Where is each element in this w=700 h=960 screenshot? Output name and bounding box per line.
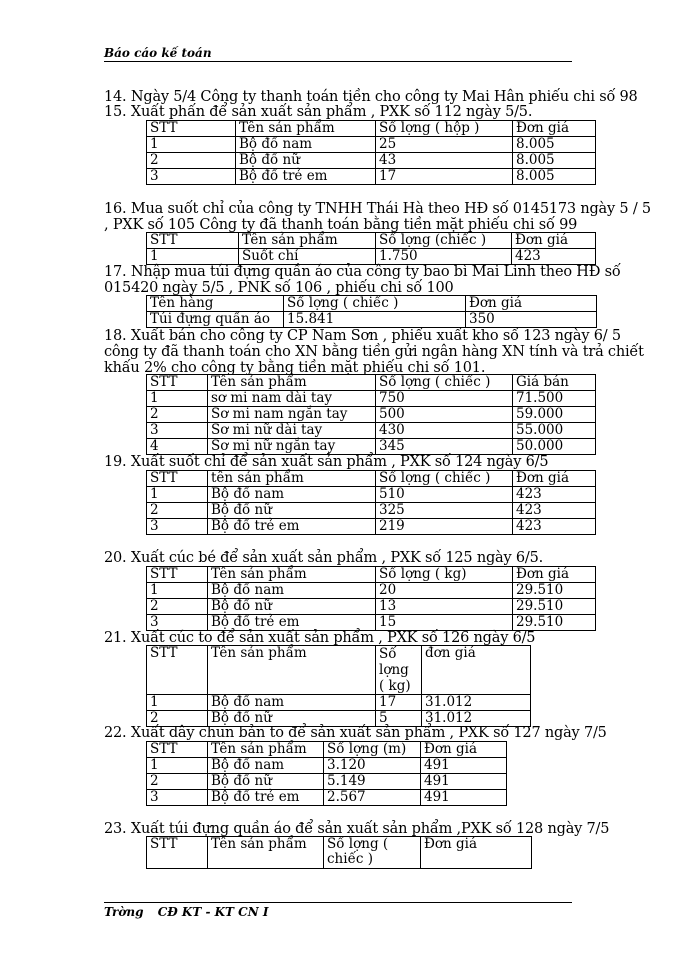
table-cell: 500 bbox=[376, 407, 513, 423]
table-cell: 423 bbox=[513, 487, 596, 503]
table-row bbox=[147, 583, 596, 599]
section-22-text: 22. Xuất dây chun bản to để sản xuất sản phẩm , PXK số 127 ngày 7/5 bbox=[104, 725, 607, 741]
table-cell: 17 bbox=[376, 169, 513, 185]
table-header-cell: Đơn giá bbox=[512, 233, 596, 249]
table-cell: sơ mi nam dài tay bbox=[208, 391, 376, 407]
section-18-line3: khấu 2% cho công ty bằng tiền mặt phiếu chi số 101. bbox=[104, 360, 486, 376]
table-cell: 2.567 bbox=[324, 790, 421, 806]
table-cell: 5 bbox=[376, 711, 422, 727]
table-header-row bbox=[147, 375, 596, 391]
table-cell: 29.510 bbox=[513, 615, 596, 631]
table-cell: 71.500 bbox=[513, 391, 596, 407]
table-header-row bbox=[147, 646, 531, 695]
table-cell: 325 bbox=[376, 503, 513, 519]
table-row bbox=[147, 391, 596, 407]
table-cell: 2 bbox=[147, 503, 208, 519]
section-18-line2: công ty đã thanh toán cho XN bằng tiền gửi ngân hàng XN tính và trả chiết bbox=[104, 344, 644, 360]
section-14-text: 14. Ngày 5/4 Công ty thanh toán tiền cho công ty Mai Hân phiếu chi số 98 bbox=[104, 89, 638, 105]
table-cell: Bộ đồ trẻ em bbox=[208, 615, 376, 631]
table-cell: 1 bbox=[147, 391, 208, 407]
table-cell: 8.005 bbox=[513, 169, 596, 185]
table-cell: 15 bbox=[376, 615, 513, 631]
table-header-cell: Tên sản phẩm bbox=[208, 646, 376, 695]
table-cell: 1 bbox=[147, 695, 208, 711]
table-header-row bbox=[147, 471, 596, 487]
table-header-cell: Giá bán bbox=[513, 375, 596, 391]
table-header-cell: Tên sản phẩm bbox=[239, 233, 376, 249]
table-header-cell: Đơn giá bbox=[513, 567, 596, 583]
table-header-row bbox=[147, 567, 596, 583]
page-footer bbox=[104, 902, 572, 919]
table-cell: 2 bbox=[147, 599, 208, 615]
table-header-cell: STT bbox=[147, 567, 208, 583]
table-row bbox=[147, 519, 596, 535]
table-cell: 3 bbox=[147, 423, 208, 439]
table-cell: 510 bbox=[376, 487, 513, 503]
table-20 bbox=[146, 566, 596, 631]
page-header: Báo cáo kế toán bbox=[104, 46, 572, 62]
table-cell: 1 bbox=[147, 583, 208, 599]
table-cell: 345 bbox=[376, 439, 513, 455]
section-15-text: 15. Xuất phấn để sản xuất sản phẩm , PXK số 112 ngày 5/5. bbox=[104, 104, 533, 120]
table-cell: 350 bbox=[466, 312, 597, 328]
table-cell: Suốt chỉ bbox=[239, 249, 376, 265]
table-cell: 491 bbox=[421, 790, 507, 806]
table-header-cell: tên sản phẩm bbox=[208, 471, 376, 487]
table-cell: Bộ đồ nam bbox=[208, 695, 376, 711]
table-header-cell: STT bbox=[147, 121, 236, 137]
table-cell: 29.510 bbox=[513, 583, 596, 599]
footer-unit: CĐ KT - KT CN I bbox=[157, 905, 269, 919]
table-row bbox=[147, 695, 531, 711]
table-header-cell: Đơn giá bbox=[421, 742, 507, 758]
table-header-cell: Đơn giá bbox=[421, 837, 532, 869]
table-cell: 3 bbox=[147, 790, 208, 806]
table-cell: 2 bbox=[147, 711, 208, 727]
table-19 bbox=[146, 470, 596, 535]
table-header-cell: Tên sản phẩm bbox=[236, 121, 376, 137]
section-16-line2: , PXK số 105 Công ty đã thanh toán bằng tiền mặt phiếu chi số 99 bbox=[104, 217, 578, 233]
table-header-cell: Số lợng ( chiếc ) bbox=[284, 296, 466, 312]
section-20-text: 20. Xuất cúc bé để sản xuất sản phẩm , PXK số 125 ngày 6/5. bbox=[104, 550, 544, 566]
table-header-cell: Số lợng (m) bbox=[324, 742, 421, 758]
table-header-cell: đơn giá bbox=[422, 646, 531, 695]
table-row bbox=[147, 758, 507, 774]
table-header-row bbox=[147, 121, 596, 137]
table-row bbox=[147, 439, 596, 455]
table-cell: Bộ đồ nữ bbox=[236, 153, 376, 169]
table-header-row bbox=[147, 742, 507, 758]
table-cell: 15.841 bbox=[284, 312, 466, 328]
table-cell: 17 bbox=[376, 695, 422, 711]
table-cell: 5.149 bbox=[324, 774, 421, 790]
table-header-cell: Tên sản phẩm bbox=[208, 375, 376, 391]
table-header-cell: STT bbox=[147, 837, 208, 869]
table-cell: 750 bbox=[376, 391, 513, 407]
table-cell: 31.012 bbox=[422, 711, 531, 727]
table-cell: 59.000 bbox=[513, 407, 596, 423]
table-header-cell: Tên sản phẩm bbox=[208, 837, 324, 869]
table-cell: 423 bbox=[512, 249, 596, 265]
table-header-cell: Số lợng ( chiếc ) bbox=[376, 471, 513, 487]
table-cell: Bộ đồ nam bbox=[208, 758, 324, 774]
table-cell: 3 bbox=[147, 615, 208, 631]
section-19-text: 19. Xuất suốt chỉ để sản xuất sản phẩm , PXK số 124 ngày 6/5 bbox=[104, 454, 549, 470]
table-row bbox=[147, 487, 596, 503]
qty-header-line: ( kg) bbox=[379, 678, 411, 694]
qty-header-line: chiếc ) bbox=[327, 851, 373, 867]
table-cell: Sơ mi nữ ngắn tay bbox=[208, 439, 376, 455]
table-header-cell: Đơn giá bbox=[466, 296, 597, 312]
table-cell: Bộ đồ trẻ em bbox=[208, 519, 376, 535]
table-cell: 491 bbox=[421, 774, 507, 790]
table-cell: Bộ đồ nữ bbox=[208, 599, 376, 615]
table-cell: 20 bbox=[376, 583, 513, 599]
table-cell: 25 bbox=[376, 137, 513, 153]
table-cell: Bộ đồ nam bbox=[208, 583, 376, 599]
table-header-row bbox=[147, 233, 596, 249]
table-header-cell bbox=[376, 646, 422, 695]
section-23-text: 23. Xuất túi đựng quần áo để sản xuất sản phẩm ,PXK số 128 ngày 7/5 bbox=[104, 821, 610, 837]
table-row bbox=[147, 615, 596, 631]
table-header-cell: STT bbox=[147, 233, 239, 249]
table-row bbox=[147, 137, 596, 153]
table-cell: 1 bbox=[147, 249, 239, 265]
table-row bbox=[147, 249, 596, 265]
table-header-row bbox=[147, 837, 532, 869]
footer-school: Trờng bbox=[104, 905, 144, 919]
table-row bbox=[147, 790, 507, 806]
table-17 bbox=[146, 295, 597, 328]
table-header-cell: Số lợng ( chiếc ) bbox=[376, 375, 513, 391]
table-header-cell: STT bbox=[147, 375, 208, 391]
table-header-cell bbox=[324, 837, 421, 869]
table-cell: 8.005 bbox=[513, 153, 596, 169]
table-cell: 4 bbox=[147, 439, 208, 455]
table-header-cell: Số lợng ( hộp ) bbox=[376, 121, 513, 137]
table-cell: 2 bbox=[147, 774, 208, 790]
table-header-cell: STT bbox=[147, 742, 208, 758]
qty-header-line: lợng bbox=[379, 662, 409, 678]
table-cell: 430 bbox=[376, 423, 513, 439]
table-cell: 1 bbox=[147, 137, 236, 153]
table-cell: 50.000 bbox=[513, 439, 596, 455]
table-row bbox=[147, 169, 596, 185]
table-18 bbox=[146, 374, 596, 455]
table-cell: 423 bbox=[513, 519, 596, 535]
section-17-line1: 17. Nhập mua túi đựng quần áo của công ty bao bì Mai Linh theo HĐ số bbox=[104, 264, 621, 280]
qty-header-line: Số lợng ( bbox=[327, 836, 389, 852]
table-cell: 2 bbox=[147, 407, 208, 423]
table-cell: Bộ đồ nữ bbox=[208, 711, 376, 727]
table-row bbox=[147, 774, 507, 790]
table-cell: Sơ mi nam ngắn tay bbox=[208, 407, 376, 423]
table-header-cell: STT bbox=[147, 471, 208, 487]
table-cell: 1 bbox=[147, 487, 208, 503]
table-cell: 43 bbox=[376, 153, 513, 169]
table-header-cell: Đơn giá bbox=[513, 121, 596, 137]
table-cell: Bộ đồ trẻ em bbox=[208, 790, 324, 806]
table-header-cell: Tên sản phẩm bbox=[208, 742, 324, 758]
table-row bbox=[147, 312, 597, 328]
table-cell: 423 bbox=[513, 503, 596, 519]
table-row bbox=[147, 153, 596, 169]
table-cell: Bộ đồ nữ bbox=[208, 503, 376, 519]
section-18-line1: 18. Xuất bán cho công ty CP Nam Sơn , phiếu xuất kho số 123 ngày 6/ 5 bbox=[104, 328, 621, 344]
section-21-text: 21. Xuất cúc to để sản xuất sản phẩm , PXK số 126 ngày 6/5 bbox=[104, 630, 536, 646]
table-header-cell: Đơn giá bbox=[513, 471, 596, 487]
table-header-cell: Tên sản phẩm bbox=[208, 567, 376, 583]
table-cell: 491 bbox=[421, 758, 507, 774]
table-16 bbox=[146, 232, 596, 265]
table-cell: Bộ đồ nam bbox=[236, 137, 376, 153]
table-cell: Bộ đồ nam bbox=[208, 487, 376, 503]
table-header-cell: STT bbox=[147, 646, 208, 695]
section-16-line1: 16. Mua suốt chỉ của công ty TNHH Thái Hà theo HĐ số 0145173 ngày 5 / 5 bbox=[104, 201, 651, 217]
table-21 bbox=[146, 645, 531, 727]
table-cell: Sơ mi nữ dài tay bbox=[208, 423, 376, 439]
table-cell: 3 bbox=[147, 519, 208, 535]
table-cell: 8.005 bbox=[513, 137, 596, 153]
table-23 bbox=[146, 836, 532, 869]
table-cell: 219 bbox=[376, 519, 513, 535]
table-header-cell: Tên hàng bbox=[147, 296, 284, 312]
table-row bbox=[147, 599, 596, 615]
table-22 bbox=[146, 741, 507, 806]
table-15 bbox=[146, 120, 596, 185]
table-row bbox=[147, 407, 596, 423]
table-row bbox=[147, 503, 596, 519]
table-cell: Bộ đồ nữ bbox=[208, 774, 324, 790]
table-cell: 1 bbox=[147, 758, 208, 774]
table-cell: 13 bbox=[376, 599, 513, 615]
table-header-row bbox=[147, 296, 597, 312]
table-header-cell: Số lợng (chiếc ) bbox=[376, 233, 512, 249]
table-cell: 29.510 bbox=[513, 599, 596, 615]
table-cell: Bộ đồ trẻ em bbox=[236, 169, 376, 185]
qty-header-line: Số bbox=[379, 646, 397, 662]
table-cell: 3.120 bbox=[324, 758, 421, 774]
table-cell: 55.000 bbox=[513, 423, 596, 439]
table-header-cell: Số lợng ( kg) bbox=[376, 567, 513, 583]
table-cell: 3 bbox=[147, 169, 236, 185]
table-cell: 31.012 bbox=[422, 695, 531, 711]
table-cell: 2 bbox=[147, 153, 236, 169]
table-row bbox=[147, 423, 596, 439]
section-17-line2: 015420 ngày 5/5 , PNK số 106 , phiếu chi số 100 bbox=[104, 280, 454, 296]
table-cell: 1.750 bbox=[376, 249, 512, 265]
table-cell: Túi đựng quần áo bbox=[147, 312, 284, 328]
